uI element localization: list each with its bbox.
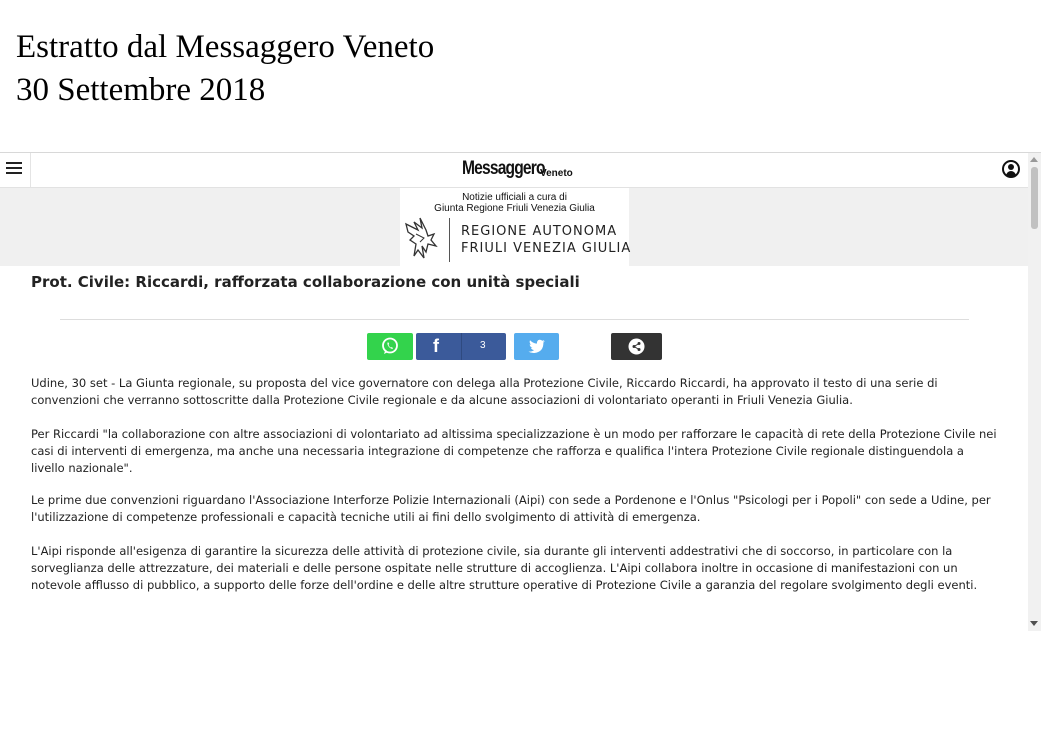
header-divider — [30, 153, 31, 187]
whatsapp-share-button[interactable] — [367, 333, 413, 360]
facebook-divider — [461, 333, 462, 360]
site-logo[interactable] — [462, 158, 573, 180]
eagle-emblem-icon — [404, 216, 442, 262]
logo-main: Messaggero — [462, 158, 545, 179]
region-name-line1: REGIONE AUTONOMA — [461, 224, 618, 239]
facebook-share-button[interactable] — [416, 333, 506, 360]
scroll-up-arrow-icon[interactable] — [1030, 157, 1038, 162]
browser-viewport — [0, 152, 1041, 631]
article-paragraph: Udine, 30 set - La Giunta regionale, su proposta del vice governatore con delega alla Protezione Civile, Riccardo Riccardi, ha approvato il testo di una serie di convenzioni che verranno sottoscritte dalla Protezione Civile regionale e da alcune associazioni di volontariato operanti in Friuli Venezia Giulia. — [31, 376, 938, 407]
facebook-share-count: 3 — [480, 340, 486, 351]
sponsor-banner — [0, 188, 1028, 266]
banner-line1: Notizie ufficiali a cura di — [462, 192, 567, 203]
title-divider — [60, 319, 969, 320]
twitter-share-button[interactable] — [514, 333, 559, 360]
logo-sub: Veneto — [540, 168, 573, 179]
twitter-icon — [528, 339, 546, 354]
caption-source: Estratto dal Messaggero Veneto — [16, 29, 435, 65]
article-paragraph: Le prime due convenzioni riguardano l'Associazione Interforze Polizie Internazionali (Aipi) con sede a Pordenone e l'Onlus "Psicologi per i Popoli" con sede a Udine, per l'utilizzazione di competenze professionali e capacità tecniche utili ai fini dello svolgimento di attività di emergenza. — [31, 493, 991, 524]
scrollbar-thumb[interactable] — [1031, 167, 1038, 229]
hamburger-menu-icon[interactable] — [6, 162, 22, 176]
more-share-button[interactable] — [611, 333, 662, 360]
article-caption — [16, 26, 434, 112]
caption-date: 30 Settembre 2018 — [16, 72, 266, 108]
user-account-icon[interactable] — [1002, 160, 1020, 178]
vertical-scrollbar[interactable] — [1028, 153, 1041, 631]
region-name-line2: FRIULI VENEZIA GIULIA — [461, 241, 632, 256]
facebook-icon: f — [433, 336, 439, 356]
whatsapp-icon — [381, 337, 399, 355]
scroll-down-arrow-icon[interactable] — [1030, 621, 1038, 626]
article-paragraph: L'Aipi risponde all'esigenza di garantire la sicurezza delle attività di protezione civile, sia durante gli interventi addestrativi che di soccorso, in particolare con la sorveglianza delle attrezzature, dei materiali e delle persone ospitate nelle strutture di accoglienza. L'Aipi collabora inoltre in occasione di manifestazioni con un notevole afflusso di pubblico, a supporto delle forze dell'ordine e delle altre strutture operative di Protezione Civile a garanzia del regolare svolgimento degli eventi. — [31, 544, 978, 592]
more-share-icon — [628, 338, 645, 355]
banner-line2: Giunta Regione Friuli Venezia Giulia — [434, 203, 595, 214]
article-paragraph: Per Riccardi "la collaborazione con altre associazioni di volontariato ad altissima specializzazione è un modo per rafforzare le capacità di rete della Protezione Civile nei casi di interventi di emergenza, ma anche una necessaria integrazione di competenze che rafforza e qualifica l'intera Protezione Civile regionale distinguendola a livello nazionale". — [31, 427, 997, 475]
region-banner-box[interactable] — [400, 188, 632, 266]
article-title: Prot. Civile: Riccardi, rafforzata collaborazione con unità speciali — [31, 273, 580, 291]
banner-divider — [449, 218, 450, 262]
site-header — [0, 153, 1028, 188]
